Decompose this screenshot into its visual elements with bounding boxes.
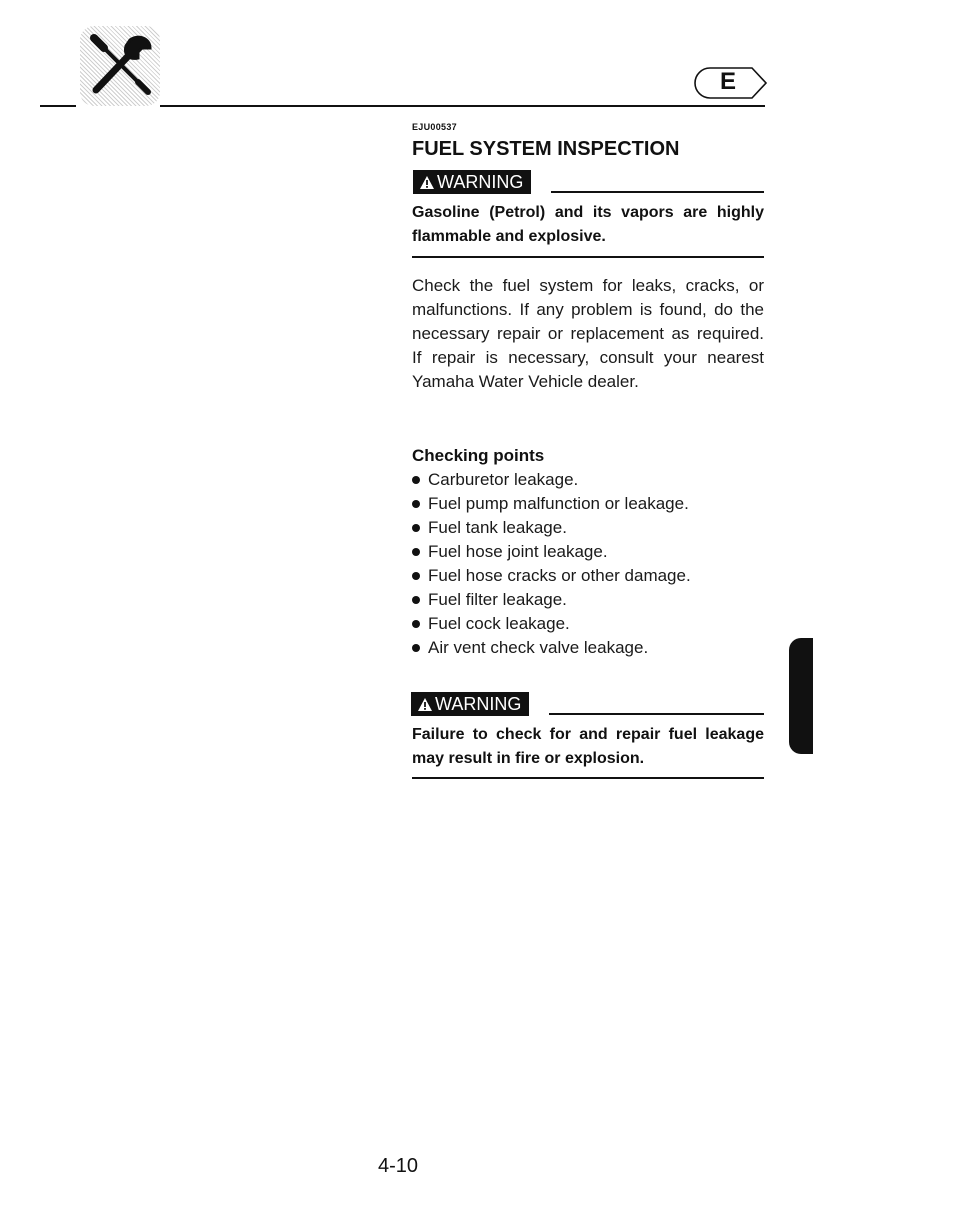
list-item: Fuel hose cracks or other damage. (412, 564, 772, 588)
warning-badge (411, 692, 529, 716)
checking-heading: Checking points (412, 446, 545, 465)
warning-triangle-icon (417, 697, 433, 712)
warning-rule (549, 713, 764, 715)
header-rule (160, 105, 765, 107)
warning-label: WARNING (437, 172, 524, 192)
section-code: EJU00537 (412, 122, 457, 132)
bullet-icon (412, 572, 420, 580)
list-item: Air vent check valve leakage. (412, 636, 772, 660)
header-rule-left (40, 105, 76, 107)
bullet-icon (412, 620, 420, 628)
warning-label: WARNING (435, 694, 522, 714)
wrench-screwdriver-icon (80, 26, 160, 106)
chapter-thumb-tab (789, 638, 813, 754)
page-number: 4-10 (378, 1155, 419, 1177)
language-badge: E (719, 68, 736, 95)
warning-bottom-rule (412, 256, 764, 258)
section-title: FUEL SYSTEM INSPECTION (412, 138, 680, 160)
bullet-icon (412, 644, 420, 652)
bullet-icon (412, 548, 420, 556)
checking-list (412, 468, 772, 660)
list-item: Fuel tank leakage. (412, 516, 772, 540)
warning-text: Gasoline (Petrol) and its vapors are highly flammable and explosive. (412, 204, 764, 245)
list-item: Fuel hose joint leakage. (412, 540, 772, 564)
list-item: Fuel pump malfunction or leakage. (412, 492, 772, 516)
warning-text: Failure to check for and repair fuel leakage may result in fire or explosion. (412, 726, 764, 767)
warning-badge (413, 170, 531, 194)
warning-bottom-rule (412, 777, 764, 779)
list-item: Carburetor leakage. (412, 468, 772, 492)
list-item: Fuel filter leakage. (412, 588, 772, 612)
bullet-icon (412, 524, 420, 532)
bullet-icon (412, 500, 420, 508)
body-paragraph: Check the fuel system for leaks, cracks, or malfunctions. If any problem is found, do the necessary repair or replacement as required. If repair is necessary, consult your nearest Yamaha Water Vehicle dealer. (412, 276, 764, 391)
list-item: Fuel cock leakage. (412, 612, 772, 636)
bullet-icon (412, 596, 420, 604)
bullet-icon (412, 476, 420, 484)
warning-rule (551, 191, 764, 193)
warning-triangle-icon (419, 175, 435, 190)
